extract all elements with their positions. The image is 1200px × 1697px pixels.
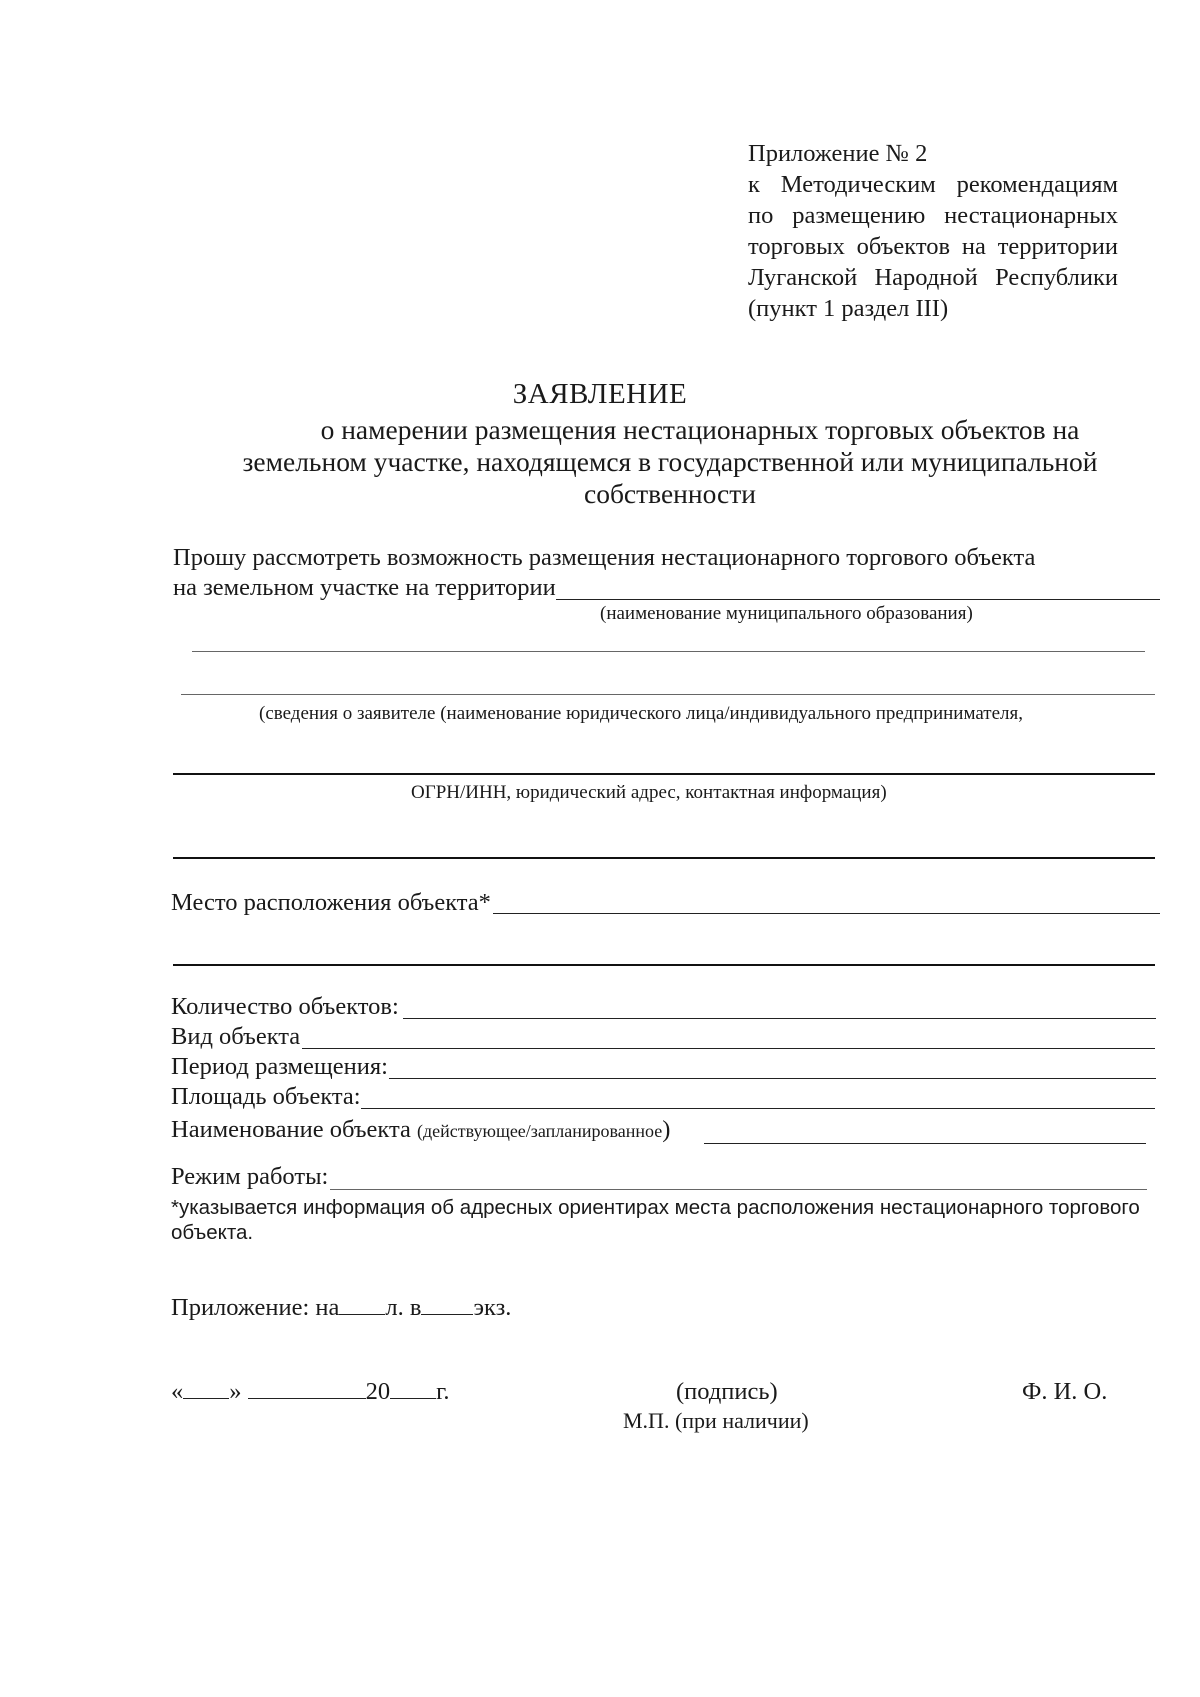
name-label <box>171 1116 670 1144</box>
period-label: Период размещения: <box>171 1053 388 1080</box>
document-subtitle <box>210 414 1130 510</box>
schedule-label: Режим работы: <box>171 1163 329 1190</box>
applicant-hint-1: (сведения о заявителе (наименование юридического лица/индивидуального предпринимателя, <box>259 703 1023 724</box>
schedule-field[interactable] <box>330 1189 1147 1190</box>
location-label: Место расположения объекта* <box>171 889 491 916</box>
name-hint-close: ) <box>662 1116 671 1143</box>
type-label: Вид объекта <box>171 1023 301 1050</box>
annex-line-6: (пункт 1 раздел III) <box>748 295 949 322</box>
applicant-field-line-4[interactable] <box>173 857 1155 859</box>
municipality-hint: (наименование муниципального образования) <box>600 603 973 624</box>
annex-line-4: торговых объектов на территории <box>748 233 1118 260</box>
period-field[interactable] <box>389 1078 1156 1079</box>
annex-line-3: по размещению нестационарных <box>748 202 1118 229</box>
name-field[interactable] <box>704 1143 1146 1144</box>
attachment-copies-label: экз. <box>473 1294 512 1321</box>
stamp-label: М.П. (при наличии) <box>623 1408 809 1433</box>
footnote-line-2: объекта. <box>171 1221 254 1244</box>
annex-header <box>748 138 1118 324</box>
date-line <box>171 1378 450 1406</box>
applicant-field-line-1[interactable] <box>192 651 1145 652</box>
year-field[interactable] <box>390 1378 436 1399</box>
attachment-copies-field[interactable] <box>421 1294 473 1315</box>
attachment-prefix: Приложение: на <box>171 1294 340 1321</box>
annex-line-5: Луганской Народной Республики <box>748 264 1118 291</box>
name-label-text: Наименование объекта <box>171 1116 411 1143</box>
count-label: Количество объектов: <box>171 993 399 1020</box>
footnote-line-1: *указывается информация об адресных ориентирах места расположения нестационарного торгового <box>171 1196 1140 1219</box>
subtitle-line-3: собственности <box>583 478 756 509</box>
attachment-sheets-field[interactable] <box>339 1294 385 1315</box>
name-hint: (действующее/запланированное <box>417 1121 663 1141</box>
count-field[interactable] <box>403 1018 1156 1019</box>
area-label: Площадь объекта: <box>171 1083 361 1110</box>
quote-close: » <box>229 1378 242 1405</box>
document-title: ЗАЯВЛЕНИЕ <box>512 378 688 410</box>
applicant-hint-2: ОГРН/ИНН, юридический адрес, контактная информация) <box>411 782 887 803</box>
applicant-field-line-3[interactable] <box>173 773 1155 775</box>
footnote <box>171 1195 1161 1245</box>
type-field[interactable] <box>302 1048 1155 1049</box>
year-prefix: 20 <box>365 1378 391 1405</box>
municipality-field[interactable] <box>556 599 1160 600</box>
annex-line-1: Приложение № 2 <box>748 140 928 167</box>
year-suffix: г. <box>436 1378 450 1405</box>
subtitle-line-2: земельном участке, находящемся в государственной или муниципальной <box>242 446 1098 477</box>
quote-open: « <box>171 1378 184 1405</box>
signature-label: (подпись) <box>676 1378 778 1405</box>
attachment-sheets-label: л. в <box>385 1294 422 1321</box>
day-field[interactable] <box>183 1378 229 1399</box>
request-line-2: на земельном участке на территории <box>173 574 556 601</box>
location-field[interactable] <box>493 913 1160 914</box>
fio-label: Ф. И. О. <box>1022 1378 1108 1405</box>
applicant-field-line-2[interactable] <box>181 694 1155 695</box>
request-line-1: Прошу рассмотреть возможность размещения нестационарного торгового объекта <box>173 544 1036 571</box>
area-field[interactable] <box>361 1108 1155 1109</box>
annex-line-2: к Методическим рекомендациям <box>748 171 1118 198</box>
location-field-line-2[interactable] <box>173 964 1155 966</box>
month-field[interactable] <box>248 1378 366 1399</box>
attachment-line <box>171 1294 511 1322</box>
subtitle-line-1: о намерении размещения нестационарных торговых объектов на <box>320 414 1080 445</box>
